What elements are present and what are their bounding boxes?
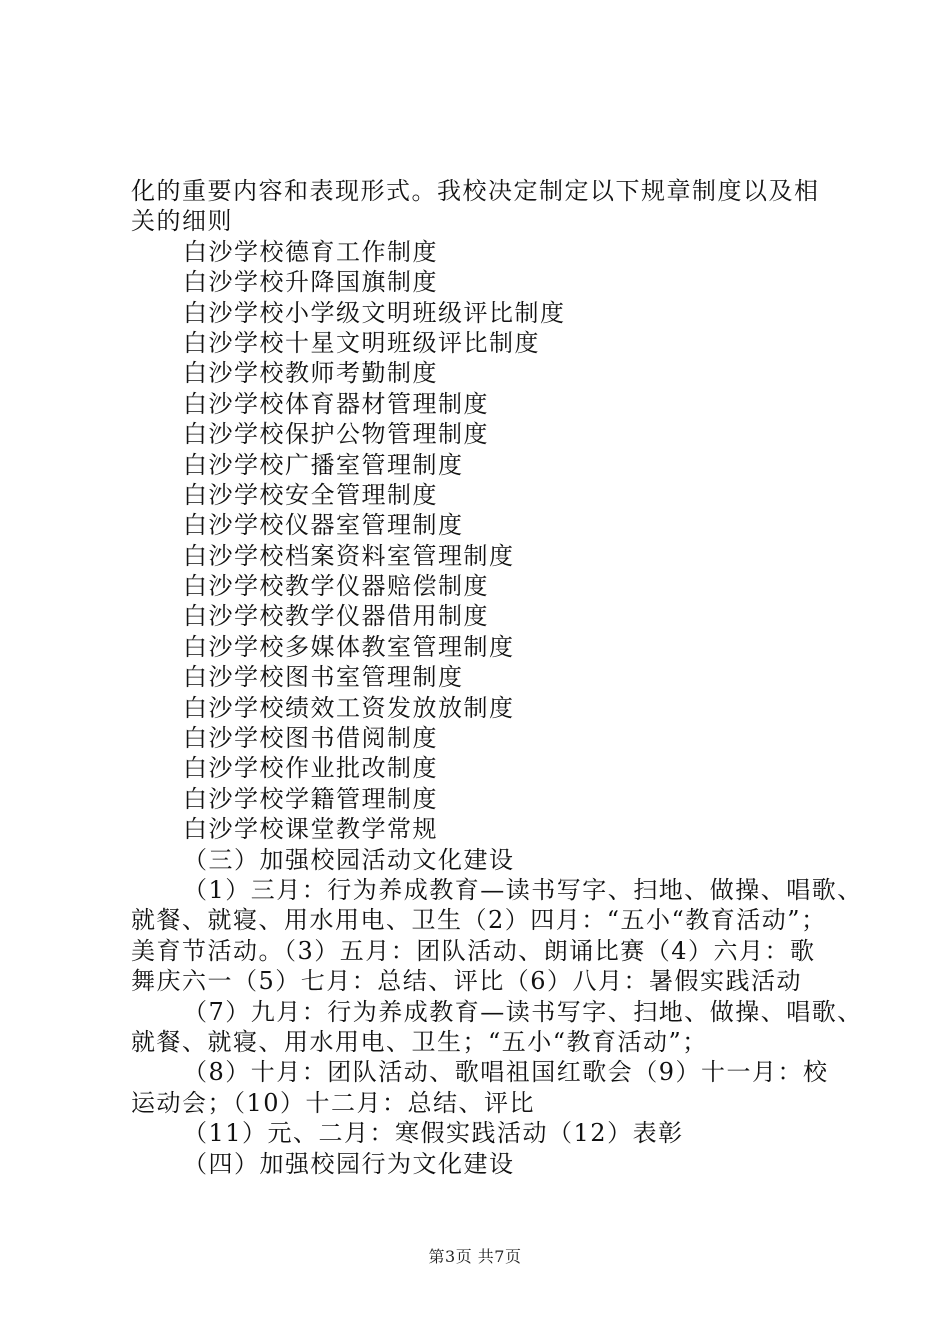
regulation-item: 白沙学校安全管理制度 (183, 480, 438, 509)
regulation-item: 白沙学校教师考勤制度 (183, 359, 438, 388)
regulation-item: 白沙学校学籍管理制度 (183, 784, 438, 813)
regulation-item: 白沙学校升降国旗制度 (183, 268, 438, 297)
page-footer: 第3页 共7页 (428, 1247, 522, 1266)
regulation-item: 白沙学校仪器室管理制度 (183, 511, 464, 540)
regulation-item: 白沙学校课堂教学常规 (183, 815, 438, 844)
regulation-item: 白沙学校多媒体教室管理制度 (183, 632, 515, 661)
paragraph-line: （8）十月：团队活动、歌唱祖国红歌会（9）十一月：校 (183, 1058, 829, 1087)
section-heading: （四）加强校园行为文化建设 (183, 1149, 515, 1178)
paragraph-line: 关的细则 (131, 207, 233, 236)
regulation-item: 白沙学校教学仪器赔偿制度 (183, 572, 489, 601)
document-body (131, 176, 863, 1179)
regulation-item: 白沙学校绩效工资发放放制度 (183, 693, 515, 722)
regulation-item: 白沙学校保护公物管理制度 (183, 420, 489, 449)
paragraph-line: （11）元、二月：寒假实践活动（12）表彰 (183, 1119, 684, 1148)
paragraph-line: （7）九月：行为养成教育—读书写字、扫地、做操、唱歌、 (183, 997, 863, 1026)
paragraph-line: （1）三月：行为养成教育—读书写字、扫地、做操、唱歌、 (183, 875, 863, 904)
regulation-item: 白沙学校德育工作制度 (183, 237, 438, 266)
section-heading: （三）加强校园活动文化建设 (183, 845, 515, 874)
regulation-item: 白沙学校小学级文明班级评比制度 (183, 298, 566, 327)
regulation-item: 白沙学校广播室管理制度 (183, 450, 464, 479)
regulation-item: 白沙学校体育器材管理制度 (183, 389, 489, 418)
paragraph-line: 就餐、就寝、用水用电、卫生；“五小“教育活动”； (131, 1027, 708, 1056)
regulation-item: 白沙学校图书室管理制度 (183, 663, 464, 692)
regulation-item: 白沙学校档案资料室管理制度 (183, 541, 515, 570)
paragraph-line: 运动会；（10）十二月：总结、评比 (131, 1088, 536, 1117)
regulation-item: 白沙学校作业批改制度 (183, 754, 438, 783)
paragraph-line: 美育节活动。（3）五月：团队活动、朗诵比赛（4）六月：歌 (131, 936, 816, 965)
paragraph-line: 就餐、就寝、用水用电、卫生（2）四月：“五小“教育活动”； (131, 906, 827, 935)
regulation-item: 白沙学校十星文明班级评比制度 (183, 328, 540, 357)
paragraph-line: 化的重要内容和表现形式。我校决定制定以下规章制度以及相 (131, 177, 820, 205)
paragraph-line: 舞庆六一（5）七月：总结、评比（6）八月：暑假实践活动 (131, 967, 803, 996)
regulation-item: 白沙学校教学仪器借用制度 (183, 602, 489, 631)
regulation-item: 白沙学校图书借阅制度 (183, 724, 438, 753)
